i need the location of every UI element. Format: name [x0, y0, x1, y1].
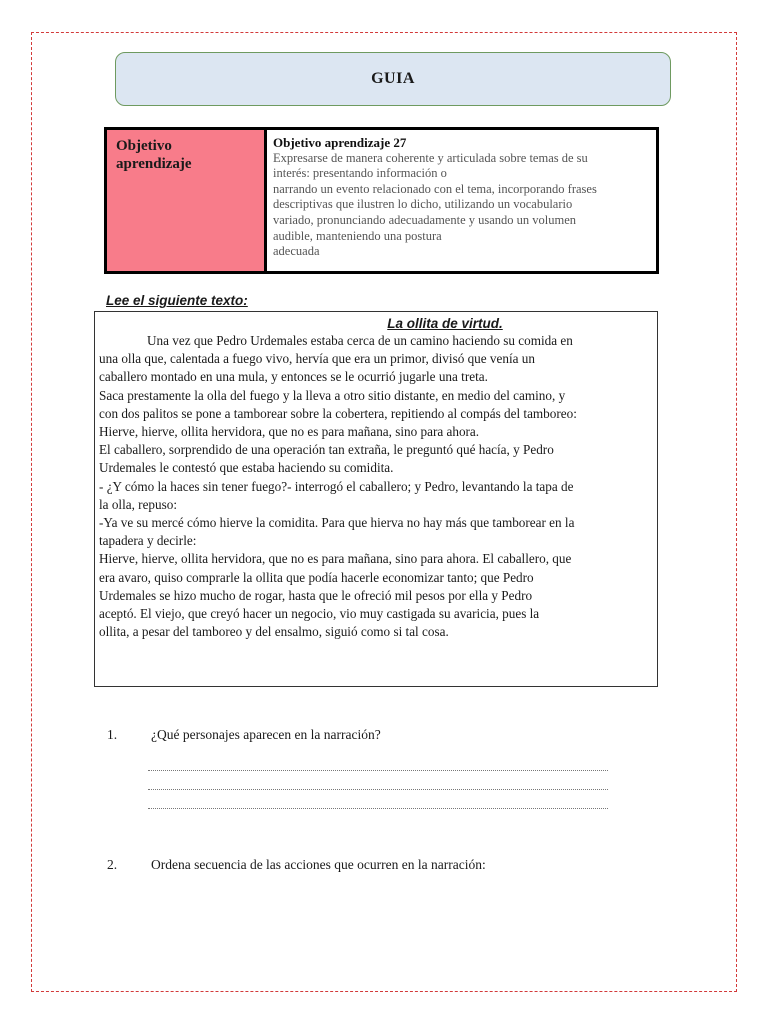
- objective-line: interés: presentando información o: [273, 166, 447, 181]
- story-line: Saca prestamente la olla del fuego y la lleva a otro sitio distante, en medio del camino, y: [99, 387, 566, 403]
- story-title: La ollita de virtud.: [387, 316, 503, 331]
- story-line: era avaro, quiso comprarle la ollita que podía hacerle economizar tanto; que Pedro: [99, 569, 534, 585]
- objective-line: variado, pronunciando adecuadamente y usando un volumen: [273, 212, 577, 227]
- objective-line: narrando un evento relacionado con el tema, incorporando frases: [273, 181, 597, 196]
- answer-line[interactable]: [148, 771, 608, 790]
- objective-line: adecuada: [273, 244, 320, 259]
- answer-line[interactable]: [148, 752, 608, 771]
- objective-label-line1: Objetivo: [116, 138, 172, 154]
- story-line: con dos palitos se pone a tamborear sobre la cobertera, repitiendo al compás del tamboreo:: [99, 405, 577, 421]
- objective-line: Expresarse de manera coherente y articulada sobre temas de su: [273, 150, 588, 165]
- objective-heading: Objetivo aprendizaje 27: [273, 135, 407, 150]
- question-number: 2.: [107, 857, 118, 872]
- story-line: la olla, repuso:: [99, 496, 178, 512]
- question-text: ¿Qué personajes aparecen en la narración?: [151, 727, 381, 742]
- reading-instruction: Lee el siguiente texto:: [106, 293, 248, 308]
- story-line: una olla que, calentada a fuego vivo, hervía que era un primor, divisó que venía un: [99, 351, 535, 367]
- story-line: Hierve, hierve, ollita hervidora, que no es para mañana, sino para ahora.: [99, 424, 480, 440]
- objective-label-line2: aprendizaje: [116, 156, 192, 172]
- story-line: Hierve, hierve, ollita hervidora, que no es para mañana, sino para ahora. El caballero, que: [99, 551, 572, 567]
- page-title-text: GUIA: [371, 70, 415, 87]
- story-line: -Ya ve su mercé cómo hierve la comidita. Para que hierva no hay más que tamborear en la: [99, 515, 575, 531]
- objective-line: audible, manteniendo una postura: [273, 228, 442, 243]
- question-number: 1.: [107, 727, 118, 742]
- answer-line[interactable]: [148, 790, 608, 809]
- story-line: ollita, a pesar del tamboreo y del ensalmo, siguió como si tal cosa.: [99, 624, 449, 640]
- question-text: Ordena secuencia de las acciones que ocurren en la narración:: [151, 857, 486, 872]
- objective-content-cell: [267, 130, 656, 271]
- objective-line: descriptivas que ilustren lo dicho, utilizando un vocabulario: [273, 197, 573, 212]
- answer-area-1[interactable]: [148, 752, 608, 809]
- story-line: tapadera y decirle:: [99, 533, 197, 549]
- story-line: - ¿Y cómo la haces sin tener fuego?- interrogó el caballero; y Pedro, levantando la tapa de: [99, 478, 574, 494]
- story-line: El caballero, sorprendido de una operación tan extraña, le preguntó qué hacía, y Pedro: [99, 442, 554, 458]
- story-line: Una vez que Pedro Urdemales estaba cerca de un camino haciendo su comida en: [147, 333, 573, 348]
- question-1: [107, 727, 381, 743]
- page-title: [115, 52, 671, 106]
- objective-label-cell: [107, 130, 267, 271]
- story-line: Urdemales se hizo mucho de rogar, hasta que le ofreció mil pesos por ella y Pedro: [99, 587, 533, 603]
- question-2: [107, 857, 486, 873]
- objective-table: [104, 127, 659, 274]
- story-line: caballero montado en una mula, y entonces se le ocurrió jugarle una treta.: [99, 369, 488, 385]
- story-line: Urdemales le contestó que estaba haciendo su comidita.: [99, 460, 394, 476]
- story-box: [94, 311, 658, 687]
- story-line: aceptó. El viejo, que creyó hacer un negocio, vio muy castigada su avaricia, pues la: [99, 606, 540, 622]
